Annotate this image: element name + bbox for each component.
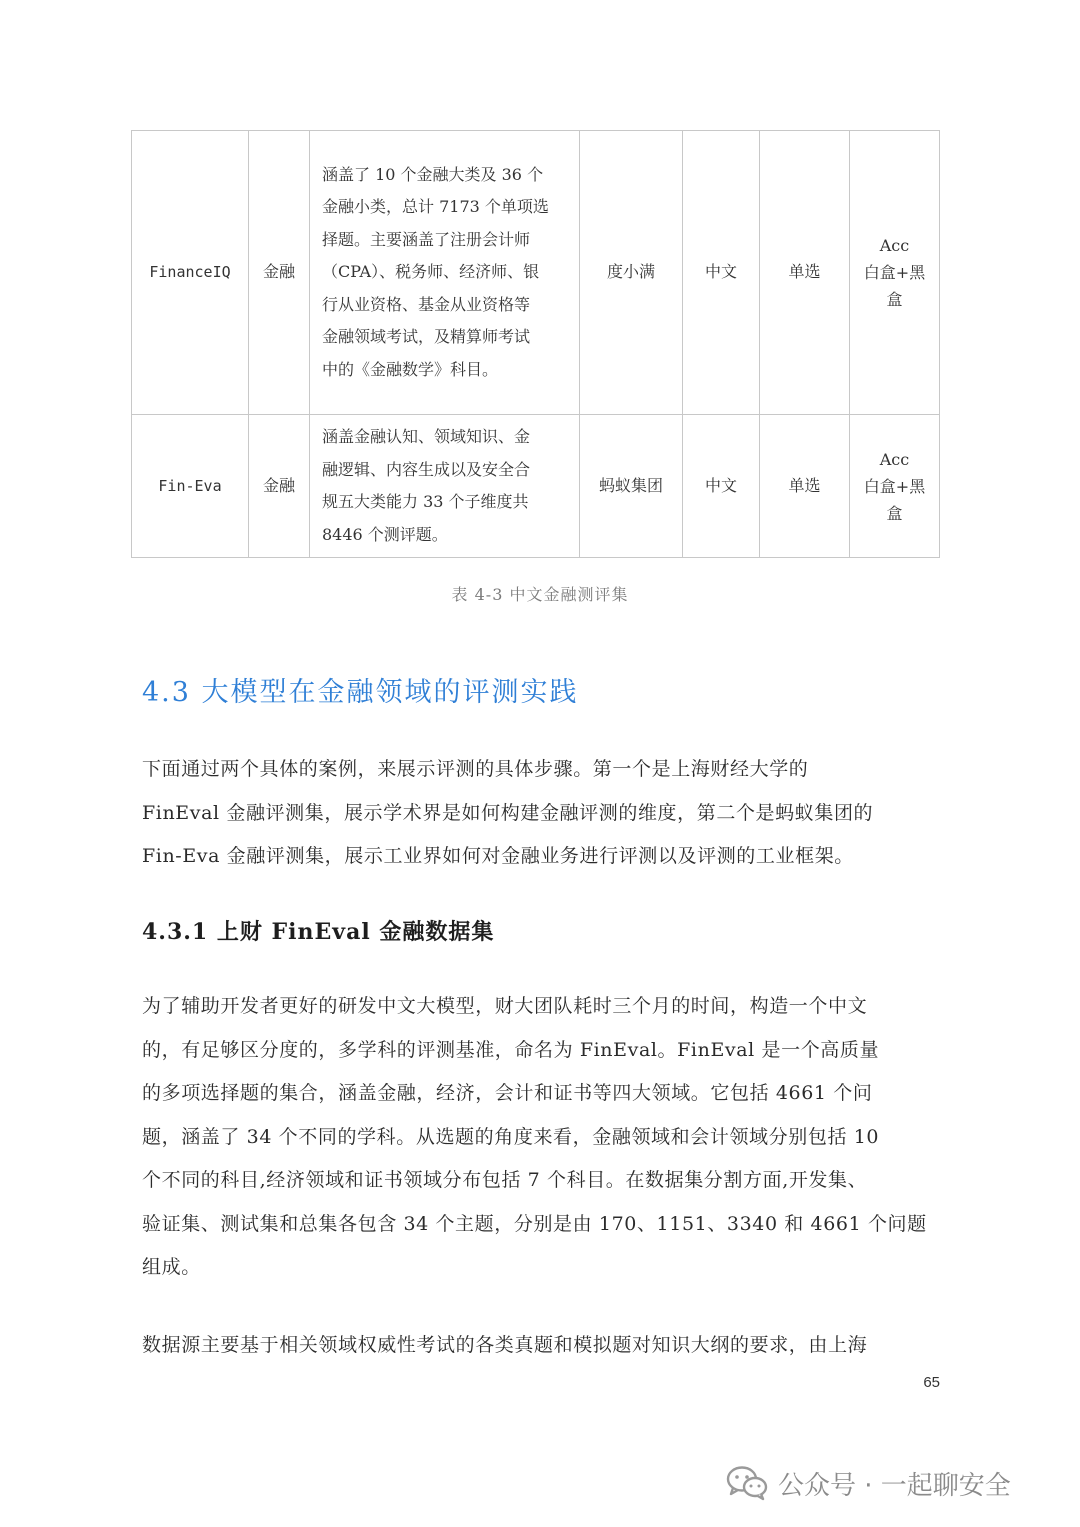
- paragraph-line: 数据源主要基于相关领域权威性考试的各类真题和模拟题对知识大纲的要求，由上海: [142, 1334, 868, 1356]
- metric-line: 白盒+黑盒: [863, 263, 926, 309]
- paragraph-line: 下面通过两个具体的案例，来展示评测的具体步骤。第一个是上海财经大学的: [142, 758, 809, 780]
- description-line: 行从业资格、基金从业资格等: [322, 294, 531, 314]
- benchmark-domain: 金融: [249, 415, 310, 558]
- benchmark-language: 中文: [683, 131, 760, 415]
- paragraph-line: 的多项选择题的集合，涵盖金融，经济，会计和证书等四大领域。它包括 4661 个问: [142, 1082, 873, 1104]
- paragraph-line: 题，涵盖了 34 个不同的学科。从选题的角度来看，金融领域和会计领域分别包括 10: [142, 1125, 880, 1148]
- benchmark-organization: 度小满: [580, 131, 683, 415]
- metric-line: Acc: [879, 236, 910, 255]
- table-row: [132, 415, 940, 558]
- benchmark-description: [310, 131, 580, 415]
- description-line: （CPA）、税务师、经济师、银: [322, 262, 540, 282]
- watermark-text: 公众号 · 一起聊安全: [778, 1470, 1011, 1501]
- benchmark-metric: [850, 131, 940, 415]
- table-row: [132, 131, 940, 415]
- data-source-paragraph: [142, 1324, 938, 1368]
- description-line: 中的《金融数学》科目。: [322, 359, 499, 379]
- description-line: 规五大类能力 33 个子维度共: [322, 492, 529, 511]
- description-line: 8446 个测评题。: [322, 524, 448, 544]
- metric-line: 白盒+黑盒: [863, 476, 926, 523]
- benchmark-domain: 金融: [249, 131, 310, 415]
- benchmark-description: [310, 415, 580, 558]
- intro-paragraph: [142, 748, 938, 879]
- description-line: 涵盖金融认知、领域知识、金: [322, 427, 531, 446]
- benchmark-question-type: 单选: [760, 131, 850, 415]
- paragraph-line: 的，有足够区分度的，多学科的评测基准，命名为 FinEval。FinEval 是一个高质量: [142, 1038, 880, 1061]
- description-line: 金融领域考试，及精算师考试: [322, 327, 531, 347]
- description-line: 金融小类，总计 7173 个单项选: [322, 197, 549, 217]
- benchmark-name: Fin-Eva: [132, 415, 249, 558]
- description-line: 融逻辑、内容生成以及安全合: [322, 459, 531, 479]
- metric-line: Acc: [879, 449, 910, 469]
- paragraph-line: 为了辅助开发者更好的研发中文大模型，财大团队耗时三个月的时间，构造一个中文: [142, 995, 868, 1017]
- section-heading: 4.3 大模型在金融领域的评测实践: [142, 677, 579, 708]
- benchmark-name: FinanceIQ: [132, 131, 249, 415]
- paragraph-line: Fin-Eva 金融评测集，展示工业界如何对金融业务进行评测以及评测的工业框架。: [142, 845, 854, 867]
- page-number: 65: [923, 1374, 940, 1391]
- paragraph-line: 组成。: [142, 1256, 201, 1278]
- paragraph-line: 个不同的科目,经济领域和证书领域分布包括 7 个科目。在数据集分割方面,开发集、: [142, 1169, 868, 1191]
- benchmark-metric: [850, 415, 940, 558]
- wechat-icon: [726, 1465, 768, 1501]
- paragraph-line: 验证集、测试集和总集各包含 34 个主题，分别是由 170、1151、3340 和 4661 个问题: [142, 1212, 927, 1235]
- paragraph-line: FinEval 金融评测集，展示学术界是如何构建金融评测的维度，第二个是蚂蚁集团的: [142, 801, 874, 824]
- subsection-heading: 4.3.1 上财 FinEval 金融数据集: [142, 919, 495, 945]
- benchmark-language: 中文: [683, 415, 760, 558]
- description-line: 择题。主要涵盖了注册会计师: [322, 229, 531, 249]
- benchmark-organization: 蚂蚁集团: [580, 415, 683, 558]
- watermark: [726, 1458, 1011, 1508]
- table-caption: 表 4-3 中文金融测评集: [451, 585, 629, 604]
- benchmark-question-type: 单选: [760, 415, 850, 558]
- fineval-paragraph: [142, 985, 938, 1290]
- description-line: 涵盖了 10 个金融大类及 36 个: [322, 164, 544, 184]
- benchmark-table: [131, 130, 940, 558]
